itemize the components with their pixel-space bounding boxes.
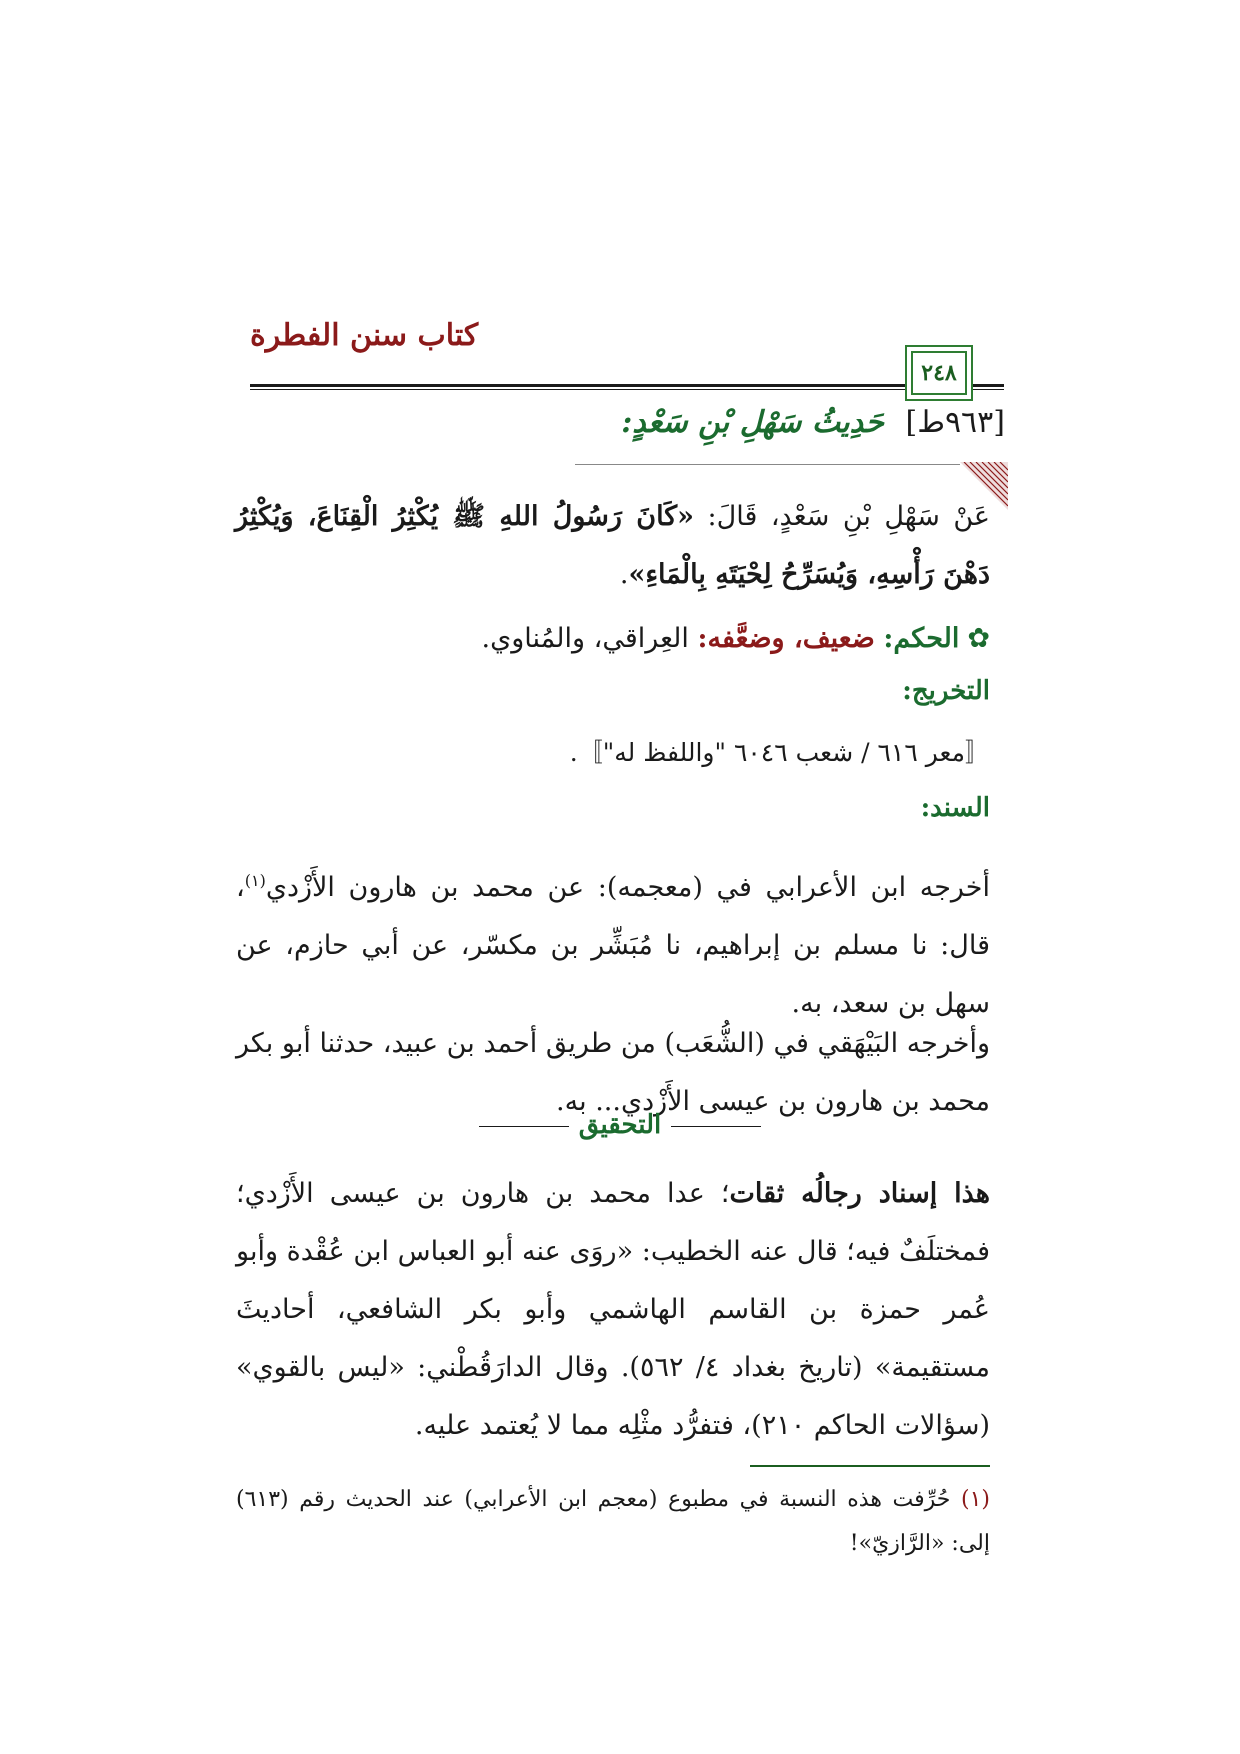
hadith-quote: «كَانَ رَسُولُ اللهِ ﷺ يُكْثِرُ الْقِنَاعَ، وَيُكْثِرُ دَهْنَ رَأْسِهِ، وَيُسَرِّحُ لِحْيَتَهِ بِالْمَاءِ»: [235, 501, 990, 590]
hukm-line: [236, 610, 990, 668]
sanad-p1-rest: ، قال: نا مسلم بن إبراهيم، نا مُبَشِّر بن مكسّر، عن أبي حازم، عن سهل بن سعد، به.: [236, 872, 990, 1019]
footnote: [236, 1478, 990, 1566]
footnote-number: (١): [960, 1487, 990, 1512]
header-rule-thin: [250, 389, 1004, 390]
sanad-label: السند:: [920, 793, 990, 823]
takhrij-references: 〚معر ٦١٦ / شعب ٦٠٤٦ "واللفظ له"〛.: [569, 738, 990, 767]
hadith-title: حَدِيثُ سَهْلِ بْنِ سَعْدٍ:: [621, 405, 884, 440]
hadith-intro: عَنْ سَهْلِ بْنِ سَعْدٍ، قَالَ:: [694, 501, 991, 532]
divider-line: [671, 1126, 761, 1127]
tahqiq-bold-start: هذا إسناد رجالُه ثقات: [729, 1178, 990, 1209]
sanad-paragraph-1: [236, 852, 990, 1033]
divider-line: [479, 1126, 569, 1127]
hadith-heading: [621, 405, 1005, 440]
hukm-scholars: العِراقي، والمُناوي.: [481, 623, 689, 654]
heading-underline: [575, 464, 960, 465]
hadith-end: .: [619, 559, 629, 590]
sanad-paragraph-2: وأخرجه البَيْهَقي في (الشُّعَب) من طريق أحمد بن عبيد، حدثنا أبو بكر محمد بن هارون بن عيسى الأَزْدي... به.: [236, 1028, 990, 1117]
header-rule: [250, 384, 1004, 387]
hukm-grade: ضعيف، وضعَّفه:: [697, 623, 875, 654]
page-number-badge: [905, 345, 973, 401]
page-number: ٢٤٨: [921, 360, 957, 386]
footnote-ref[interactable]: (١): [244, 871, 266, 890]
footnote-text: حُرِّفت هذه النسبة في مطبوع (معجم ابن الأعرابي) عند الحديث رقم (٦١٣) إلى: «الرَّازيّ»!: [236, 1487, 990, 1556]
tahqiq-divider: [0, 1110, 1240, 1140]
flower-icon: ✿: [967, 623, 990, 654]
tahqiq-label: التحقيق: [578, 1110, 662, 1140]
footnote-rule: [750, 1465, 990, 1467]
hadith-number: [٩٦٣ط]: [905, 405, 1005, 440]
hukm-label: الحكم:: [883, 623, 960, 654]
tahqiq-paragraph: [236, 1165, 990, 1455]
book-title: كتاب سنن الفطرة: [250, 318, 479, 353]
sanad-p1-text: أخرجه ابن الأعرابي في (معجمه): عن محمد بن هارون الأَزْدي: [265, 872, 990, 903]
takhrij-label: التخريج:: [902, 676, 990, 706]
hadith-text: [235, 488, 990, 604]
tahqiq-text: ؛ عدا محمد بن هارون بن عيسى الأَزْدي؛ فمختلَفٌ فيه؛ قال عنه الخطيب: «روَى عنه أبو العباس ابن عُقْدة وأبو عُمر حمزة بن القاسم الهاشمي وأبو بكر الشافعي، أحاديثَ مستقيمة» (تاريخ بغداد ٤/ ٥٦٢). وقال الدارَقُطْني: «ليس بالقوي» (سؤالات الحاكم ٢١٠)، فتفرُّد مثْلِه مما لا يُعتمد عليه.: [236, 1178, 990, 1441]
